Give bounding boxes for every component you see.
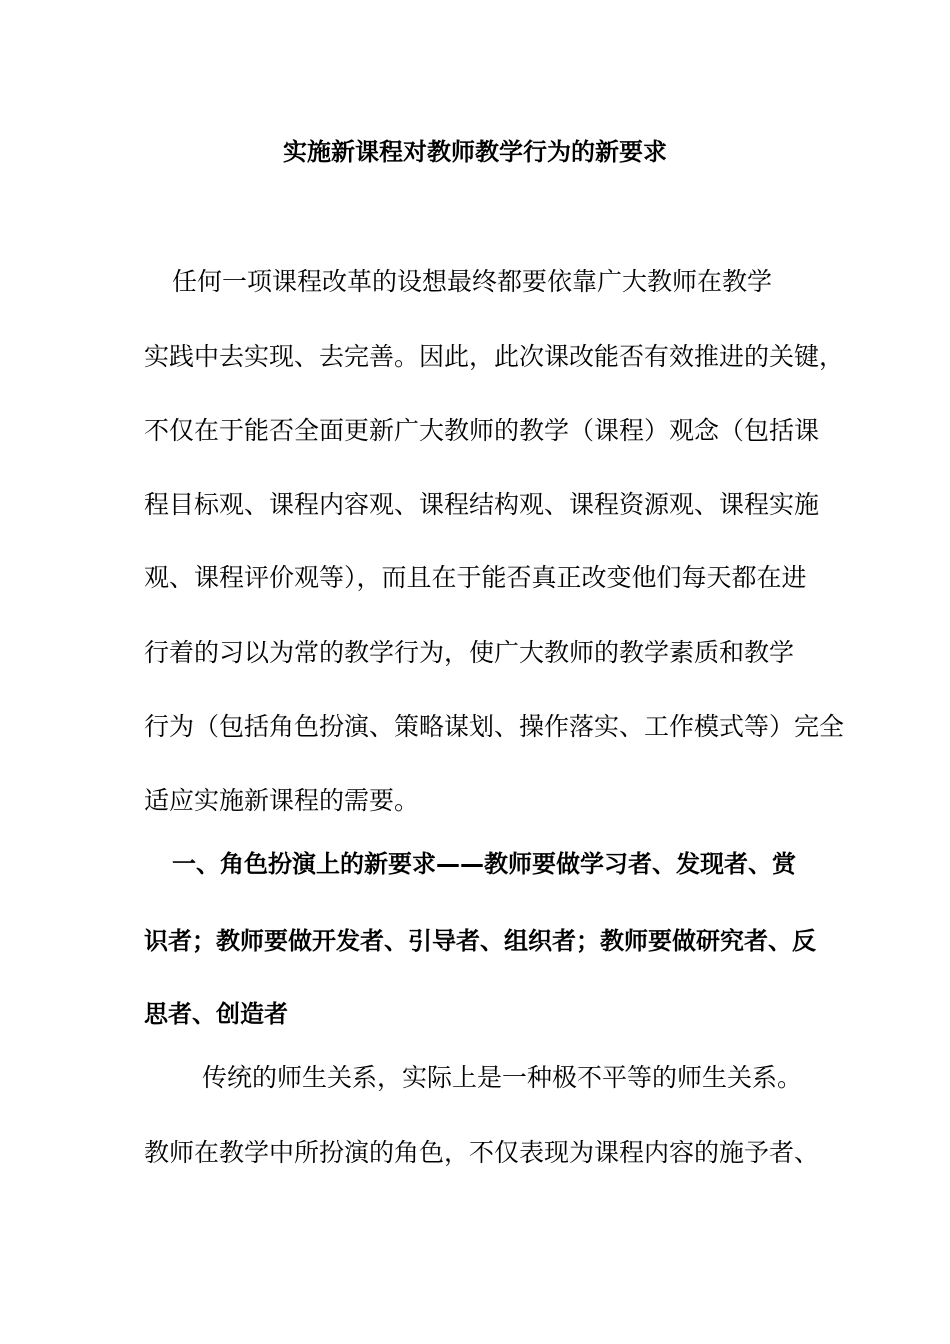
- section-heading-line: 思者、创造者: [144, 1000, 288, 1028]
- paragraph-line: 行为（包括角色扮演、策略谋划、操作落实、工作模式等）完全: [144, 712, 845, 741]
- document-title: 实施新课程对教师教学行为的新要求: [283, 137, 667, 166]
- paragraph-line: 行着的习以为常的教学行为，使广大教师的教学素质和教学: [144, 638, 795, 667]
- paragraph-line: 教师在教学中所扮演的角色，不仅表现为课程内容的施予者、: [144, 1138, 820, 1167]
- paragraph-line: 适应实施新课程的需要。: [144, 786, 420, 815]
- paragraph-line: 不仅在于能否全面更新广大教师的教学（课程）观念（包括课: [144, 416, 820, 445]
- section-heading-line: 识者；教师要做开发者、引导者、组织者；教师要做研究者、反: [144, 927, 816, 955]
- paragraph-line: 传统的师生关系，实际上是一种极不平等的师生关系。: [202, 1063, 803, 1092]
- paragraph-line: 观、课程评价观等），而且在于能否真正改变他们每天都在进: [144, 563, 807, 592]
- paragraph-line: 程目标观、课程内容观、课程结构观、课程资源观、课程实施: [144, 490, 820, 519]
- section-heading-line: 一、角色扮演上的新要求——教师要做学习者、发现者、赏: [172, 850, 796, 878]
- paragraph-line: 实践中去实现、去完善。因此，此次课改能否有效推进的关键，: [144, 342, 845, 371]
- paragraph-line: 任何一项课程改革的设想最终都要依靠广大教师在教学: [172, 267, 773, 296]
